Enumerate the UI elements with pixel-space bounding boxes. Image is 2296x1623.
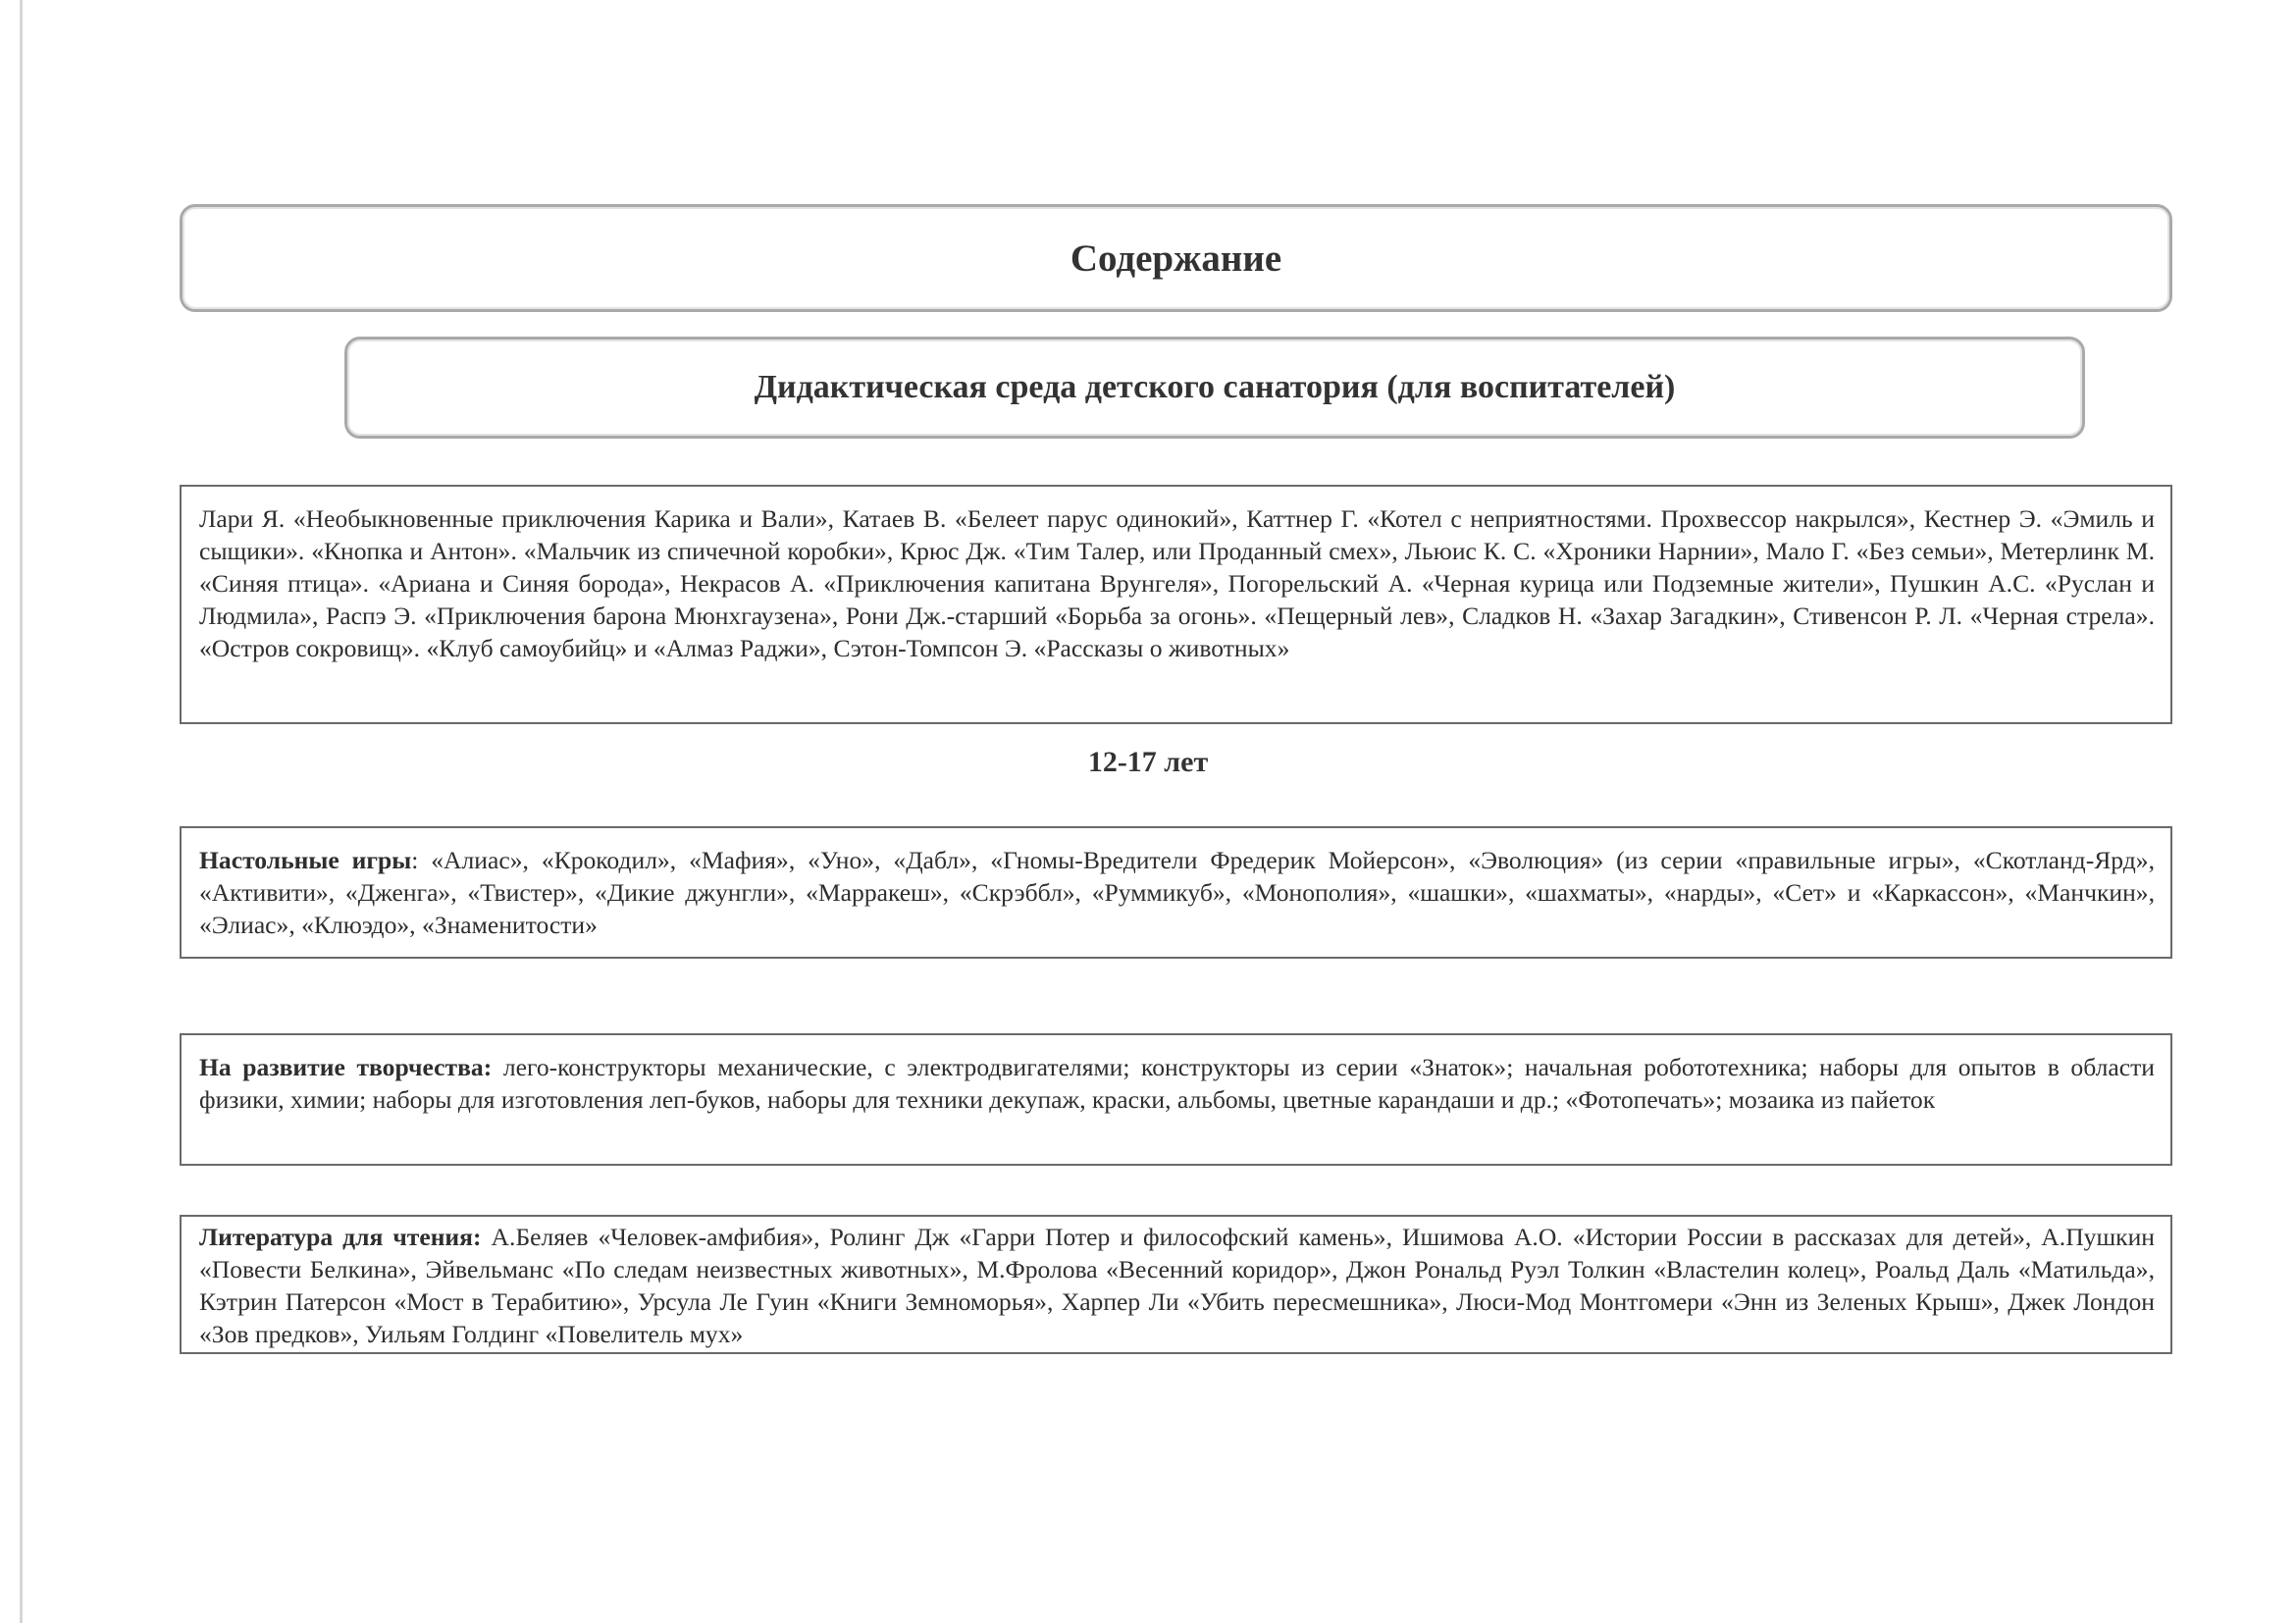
page-subtitle: Дидактическая среда детского санатория (для воспитателей) [754,369,1676,405]
board-games-text: : «Алиас», «Крокодил», «Мафия», «Уно», «Дабл», «Гномы-Вредители Фредерик Мойерсон», «Эволюция» (из серии «правильные игры», «Скотланд-Ярд», «Активити», «Дженга», «Твистер», «Дикие джунгли», «Марракеш», «Скрэббл», «Руммикуб», «Монополия», «шашки», «шахматы», «нарды», «Сет» и «Каркассон», «Манчкин», «Элиас», «Клюэдо», «Знаменитости» [199,846,2155,939]
page-title: Содержание [1070,236,1282,280]
reading-label: Литература для чтения: [199,1223,482,1251]
books-list-text: Лари Я. «Необыкновенные приключения Карика и Вали», Катаев В. «Белеет парус одинокий», Каттнер Г. «Котел с неприятностями. Прохвессор накрылся», Кестнер Э. «Эмиль и сыщики». «Кнопка и Антон». «Мальчик из спичечной коробки», Крюс Дж. «Тим Талер, или Проданный смех», Льюис К. С. «Хроники Нарнии», Мало Г. «Без семьи», Метерлинк М. «Синяя птица». «Ариана и Синяя борода», Некрасов А. «Приключения капитана Врунгеля», Погорельский А. «Черная курица или Подземные жители», Пушкин А.С. «Руслан и Людмила», Распэ Э. «Приключения барона Мюнхгаузена», Рони Дж.-старший «Борьба за огонь». «Пещерный лев», Сладков Н. «Захар Загадкин», Стивенсон Р. Л. «Черная стрела». «Остров сокровищ». «Клуб самоубийц» и «Алмаз Раджи», Сэтон-Томпсон Э. «Рассказы о животных» [199,504,2155,662]
creativity-box [180,1033,2172,1166]
creativity-text: лего-конструкторы механические, с электродвигателями; конструкторы из серии «Знаток»; начальная робототехника; наборы для опытов в области физики, химии; наборы для изготовления леп-буков, наборы для техники декупаж, краски, альбомы, цветные карандаши и др.; «Фотопечать»; мозаика из пайеток [199,1053,2155,1114]
scan-edge-line [20,0,23,1623]
reading-box [180,1215,2172,1354]
board-games-label: Настольные игры [199,846,412,874]
board-games-box [180,826,2172,959]
books-list-box [180,485,2172,724]
title-frame [180,204,2172,312]
age-group-heading: 12-17 лет [1087,746,1209,778]
creativity-label: На развитие творчества: [199,1053,493,1081]
reading-text: А.Беляев «Человек-амфибия», Ролинг Дж «Гарри Потер и философский камень», Ишимова А.О. «Истории России в рассказах для детей», А.Пушкин «Повести Белкина», Эйвельманс «По следам неизвестных животных», М.Фролова «Весенний коридор», Джон Рональд Руэл Толкин «Властелин колец», Роальд Даль «Матильда», Кэтрин Патерсон «Мост в Терабитию», Урсула Ле Гуин «Книги Земноморья», Харпер Ли «Убить пересмешника», Люси-Мод Монтгомери «Энн из Зеленых Крыш», Джек Лондон «Зов предков», Уильям Голдинг «Повелитель мух» [199,1223,2156,1348]
subtitle-frame [344,337,2085,439]
